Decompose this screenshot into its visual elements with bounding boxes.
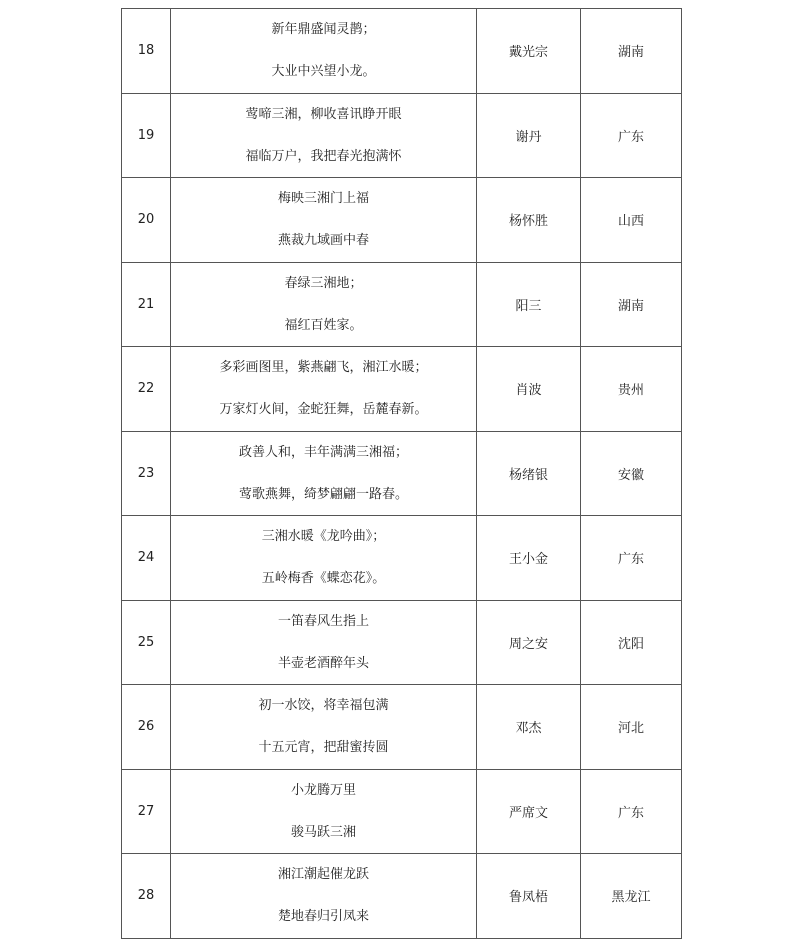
author-name: 杨怀胜: [477, 178, 581, 263]
couplet-second-line: 五岭梅香《蝶恋花》。: [261, 571, 386, 587]
table-row: [122, 600, 682, 685]
author-region: 沈阳: [581, 600, 682, 685]
author-region: 贵州: [581, 347, 682, 432]
couplet-second-line: 十五元宵，把甜蜜抟圆: [258, 740, 389, 756]
couplet-second-line: 燕裁九域画中春: [277, 233, 369, 249]
author-name: 鲁凤梧: [477, 854, 581, 939]
couplet-text: [171, 262, 477, 347]
entry-number: 19: [122, 93, 171, 178]
table-row: [122, 516, 682, 601]
table-row: [122, 9, 682, 94]
author-name: 戴光宗: [477, 9, 581, 94]
couplet-table: [121, 8, 682, 939]
couplet-second-line: 福临万户，我把春光抱满怀: [245, 148, 402, 164]
couplet-table-body: [122, 9, 682, 939]
entry-number: 28: [122, 854, 171, 939]
entry-number: 23: [122, 431, 171, 516]
author-name: 谢丹: [477, 93, 581, 178]
author-region: 山西: [581, 178, 682, 263]
author-region: 湖南: [581, 262, 682, 347]
couplet-first-line: 初一水饺，将幸福包满: [258, 698, 389, 714]
table-row: [122, 685, 682, 770]
couplet-text: [171, 431, 477, 516]
author-region: 河北: [581, 685, 682, 770]
couplet-second-line: 万家灯火间，金蛇狂舞，岳麓春新。: [219, 402, 428, 418]
table-row: [122, 431, 682, 516]
author-region: 安徽: [581, 431, 682, 516]
entry-number: 24: [122, 516, 171, 601]
author-name: 王小金: [477, 516, 581, 601]
entry-number: 22: [122, 347, 171, 432]
entry-number: 26: [122, 685, 171, 770]
author-name: 肖波: [477, 347, 581, 432]
author-region: 广东: [581, 93, 682, 178]
couplet-text: [171, 685, 477, 770]
couplet-text: [171, 93, 477, 178]
couplet-second-line: 骏马跃三湘: [290, 824, 356, 840]
table-row: [122, 854, 682, 939]
couplet-first-line: 政善人和，丰年满满三湘福；: [238, 444, 408, 460]
couplet-text: [171, 9, 477, 94]
couplet-first-line: 一笛春风生指上: [277, 613, 369, 629]
table-row: [122, 769, 682, 854]
couplet-text: [171, 178, 477, 263]
couplet-first-line: 三湘水暖《龙吟曲》；: [261, 529, 386, 545]
couplet-text: [171, 347, 477, 432]
couplet-first-line: 多彩画图里，紫燕翩飞，湘江水暖；: [219, 360, 428, 376]
couplet-second-line: 楚地春归引凤来: [277, 909, 369, 925]
table-row: [122, 178, 682, 263]
author-region: 广东: [581, 769, 682, 854]
couplet-text: [171, 854, 477, 939]
author-name: 杨绪银: [477, 431, 581, 516]
couplet-second-line: 福红百姓家。: [284, 317, 363, 333]
entry-number: 20: [122, 178, 171, 263]
entry-number: 27: [122, 769, 171, 854]
couplet-second-line: 莺歌燕舞，绮梦翩翩一路春。: [238, 486, 408, 502]
author-name: 阳三: [477, 262, 581, 347]
author-region: 黑龙江: [581, 854, 682, 939]
author-region: 广东: [581, 516, 682, 601]
couplet-text: [171, 769, 477, 854]
table-row: [122, 93, 682, 178]
table-row: [122, 262, 682, 347]
couplet-first-line: 小龙腾万里: [290, 782, 356, 798]
author-region: 湖南: [581, 9, 682, 94]
entry-number: 18: [122, 9, 171, 94]
entry-number: 25: [122, 600, 171, 685]
couplet-second-line: 大业中兴望小龙。: [271, 64, 376, 80]
couplet-text: [171, 516, 477, 601]
couplet-first-line: 莺啼三湘，柳收喜讯睁开眼: [245, 106, 402, 122]
couplet-second-line: 半壶老酒醉年头: [277, 655, 369, 671]
author-name: 周之安: [477, 600, 581, 685]
couplet-text: [171, 600, 477, 685]
table-row: [122, 347, 682, 432]
couplet-first-line: 梅映三湘门上福: [277, 191, 369, 207]
entry-number: 21: [122, 262, 171, 347]
author-name: 严席文: [477, 769, 581, 854]
couplet-first-line: 湘江潮起催龙跃: [277, 867, 369, 883]
author-name: 邓杰: [477, 685, 581, 770]
couplet-first-line: 新年鼎盛闻灵鹊；: [271, 22, 376, 38]
couplet-first-line: 春绿三湘地；: [284, 275, 363, 291]
